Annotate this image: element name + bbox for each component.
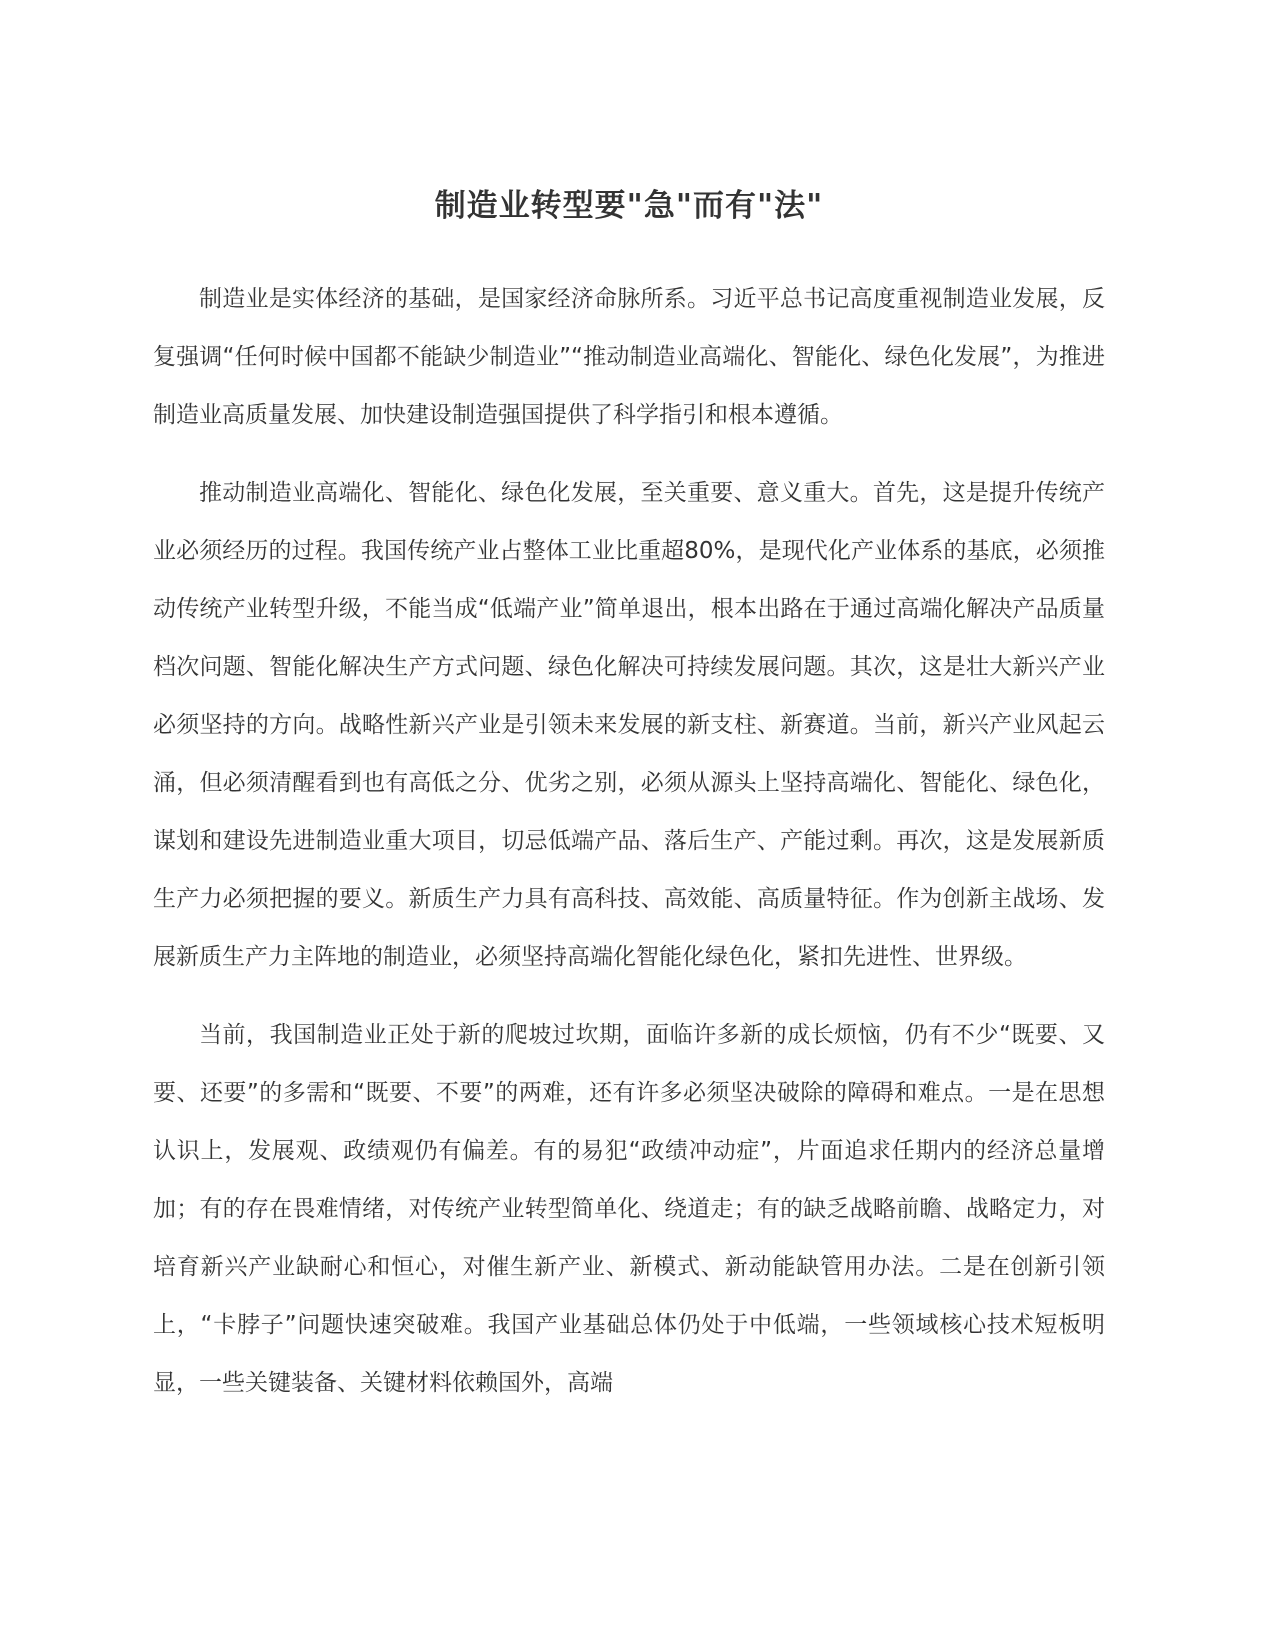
- paragraph-1: 制造业是实体经济的基础，是国家经济命脉所系。习近平总书记高度重视制造业发展，反复强调“任何时候中国都不能缺少制造业”“推动制造业高端化、智能化、绿色化发展”，为推进制造业高质量发展、加快建设制造强国提供了科学指引和根本遵循。: [153, 286, 1105, 428]
- paragraph-3: 当前，我国制造业正处于新的爬坡过坎期，面临许多新的成长烦恼，仍有不少“既要、又要、还要”的多需和“既要、不要”的两难，还有许多必须坚决破除的障碍和难点。一是在思想认识上，发展观、政绩观仍有偏差。有的易犯“政绩冲动症”，片面追求任期内的经济总量增加；有的存在畏难情绪，对传统产业转型简单化、绕道走；有的缺乏战略前瞻、战略定力，对培育新兴产业缺耐心和恒心，对催生新产业、新模式、新动能缺管用办法。二是在创新引领上，“卡脖子”问题快速突破难。我国产业基础总体仍处于中低端，一些领域核心技术短板明显，一些关键装备、关键材料依赖国外，高端: [153, 1022, 1105, 1396]
- document-title: 制造业转型要"急"而有"法": [434, 188, 824, 224]
- document-body: [153, 270, 1105, 1432]
- paragraph-2: 推动制造业高端化、智能化、绿色化发展，至关重要、意义重大。首先，这是提升传统产业必须经历的过程。我国传统产业占整体工业比重超80%，是现代化产业体系的基底，必须推动传统产业转型升级，不能当成“低端产业”简单退出，根本出路在于通过高端化解决产品质量档次问题、智能化解决生产方式问题、绿色化解决可持续发展问题。其次，这是壮大新兴产业必须坚持的方向。战略性新兴产业是引领未来发展的新支柱、新赛道。当前，新兴产业风起云涌，但必须清醒看到也有高低之分、优劣之别，必须从源头上坚持高端化、智能化、绿色化，谋划和建设先进制造业重大项目，切忌低端产品、落后生产、产能过剩。再次，这是发展新质生产力必须把握的要义。新质生产力具有高科技、高效能、高质量特征。作为创新主战场、发展新质生产力主阵地的制造业，必须坚持高端化智能化绿色化，紧扣先进性、世界级。: [153, 480, 1105, 970]
